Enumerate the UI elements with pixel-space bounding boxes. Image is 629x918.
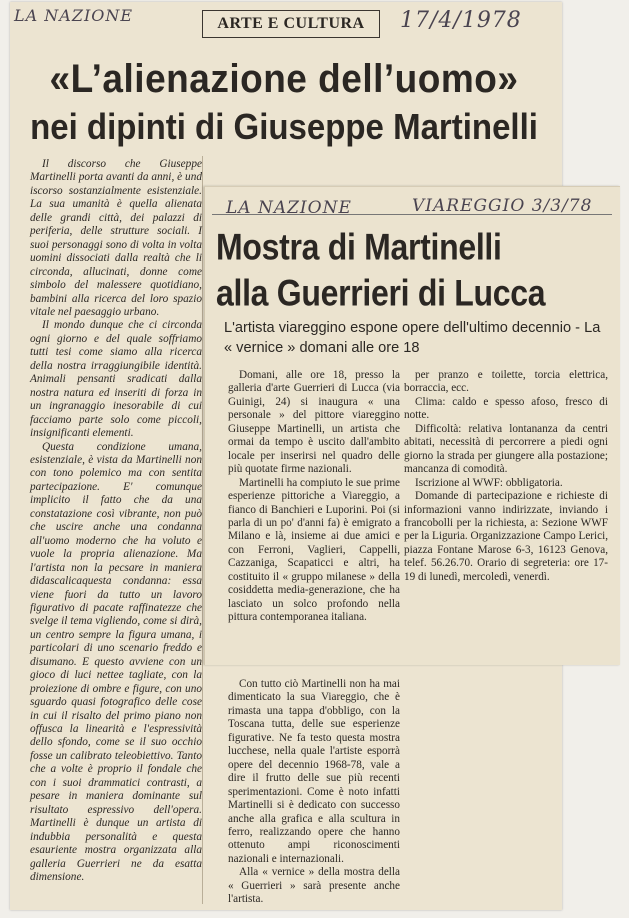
article-body-mostra-left [228, 369, 400, 625]
paragraph: Difficoltà: relativa lontananza da centri abitati, necessità di percorrere a piedi ogni giorno la strada per giungere alla postazione; mancanza di comodità. [404, 422, 608, 476]
headline-2-line-1: Mostra di Martinelli [216, 226, 502, 268]
handwritten-date-note-2: VIAREGGIO 3/3/78 [412, 196, 593, 216]
headline-line-2: nei dipinti di Giuseppe Martinelli [30, 106, 538, 147]
headline-line-1: «L’alienazione dell’uomo» [49, 56, 519, 101]
subheadline: L'artista viareggino espone opere dell'ultimo decennio - La « vernice » domani alle ore 18 [224, 320, 601, 356]
section-label: ARTE E CULTURA [202, 10, 380, 38]
header-rule [212, 214, 612, 215]
paragraph: Iscrizione al WWF: obbligatoria. [415, 476, 563, 489]
article-body-mostra-right [404, 369, 608, 584]
paragraph: Domani, alle ore 18, presso la galleria d'arte Guerrieri di Lucca (via Guinigi, 24) si inaugura « una personale » del pittore viareggino Giuseppe Martinelli, un artista che ormai da tempo è uscito dall'ambito locale per inserirsi nel quadro delle più quotate firme nazionali. [228, 369, 400, 476]
paragraph: Il mondo dunque che ci circonda ogni giorno e del quale soffriamo tutti tesi come siamo alla ricerca della nostra irraggiungibile identità. Animali pensanti sradicati dalla nostra natura ed inseriti di forza in un ingranaggio inesorabile di cui facciamo parte solo come piccoli, insignificanti elementi. [30, 319, 202, 440]
headline-2-line-2: alla Guerrieri di Lucca [216, 272, 546, 314]
paragraph: Domande di partecipazione e richieste di informazioni vanno indirizzate, inviando i francobolli per la richiesta, a: Sezione WWF per la Liguria. Organizzazione Campo Lerici, piazza Fontane Marose 6-3, 16123 Genova, telef. 56.26.70. Orario di segreteria: ore 17-19 di lunedì, mercoledì, venerdì. [404, 490, 608, 583]
paragraph: Alla « vernice » della mostra della « Guerrieri » sarà presente anche l'artista. [228, 866, 400, 906]
paragraph: Questa condizione umana, esistenziale, è vista da Martinelli non con tono polemico ma con sentita partecipazione. E' comunque implicito il fatto che da una constatazione così vibrante, non può che uscire anche una condanna all'uomo moderno che ha voluto e vuole la propria alienazione. Ma l'artista non la pecsare in maniera didascalicaquesta condanna: essa viene fuori da tutto un lavoro figurativo di pacate raffinatezze che svelge il tema vigliendo, come si dirà, un centro sempre la figura umana, i particolari di uno scenario freddo e disumano. E questo avviene con un gioco di luci nettee tagliate, con la proiezione di ombre e figure, con uno sguardo quasi fotografico delle cose in cui il risalto del primo piano non offusca la linearità e l'espressività dello sfondo, come se il suo occhio fosse un calibrato teleobiettivo. Tanto che a volte è proprio il fondale che con i suoi drammatici contrasti, a pesare in maniera dominante sul risultato espressivo dell'opera. Martinelli è dunque un artista di indubbia personalità e questa esauriente mostra organizzata alla galleria Guerrieri ne da esatta dimensione. [30, 440, 202, 884]
handwritten-date-note: 17/4/1978 [400, 8, 522, 33]
article-body-mostra-continued [228, 678, 400, 907]
paragraph: Martinelli ha compiuto le sue prime esperienze pittoriche a Viareggio, a fianco di Banchieri e Luporini. Poi (si parla di un po' d'anni fa) è emigrato a Milano e là, insieme ai due amici e con Ferroni, Vaglieri, Cappelli, Cazzaniga, Scapaticci e altri, ha costituito il « gruppo milanese » della cosiddetta media-generazione, che ha lasciato un solco profondo nella pittura contemporanea italiana. [228, 476, 400, 624]
handwritten-source-note-2: LA NAZIONE [226, 198, 352, 218]
column-divider [202, 156, 203, 904]
paragraph: Il discorso che Giuseppe Martinelli porta avanti da anni, è und iscorso sostanzialmente esistenziale. La sua umanità è quella alienata delle grandi città, dei palazzi di periferia, delle strutture sociali. I suoi personaggi sono di volta in volta uomini dissociati dalla realtà che li circonda, allucinati, donne come simbolo del malessere quotidiano, bambini alla ricerca del loro spazio vitale nel paesaggio urbano. [30, 158, 202, 318]
paragraph: Con tutto ciò Martinelli non ha mai dimenticato la sua Viareggio, che è rimasta una tappa d'obbligo, con la Toscana tutta, delle sue esperienze figurative. Ne fa testo questa mostra lucchese, nella quale l'artiste esporrà opere del decennio 1968-78, vale a dire il frutto delle sue più recenti sperimentazioni. Come è noto infatti Martinelli si è dedicato con successo anche alla grafica e alla scultura in ferro, realizzando opere che hanno ottenuto ampi riconoscimenti nazionali e internazionali. [228, 678, 400, 865]
article-body-alienazione [30, 158, 202, 884]
handwritten-source-note: LA NAZIONE [14, 6, 134, 25]
paragraph: Clima: caldo e spesso afoso, fresco di notte. [404, 395, 608, 422]
paragraph: per pranzo e toilette, torcia elettrica, borraccia, ecc. [404, 369, 608, 395]
